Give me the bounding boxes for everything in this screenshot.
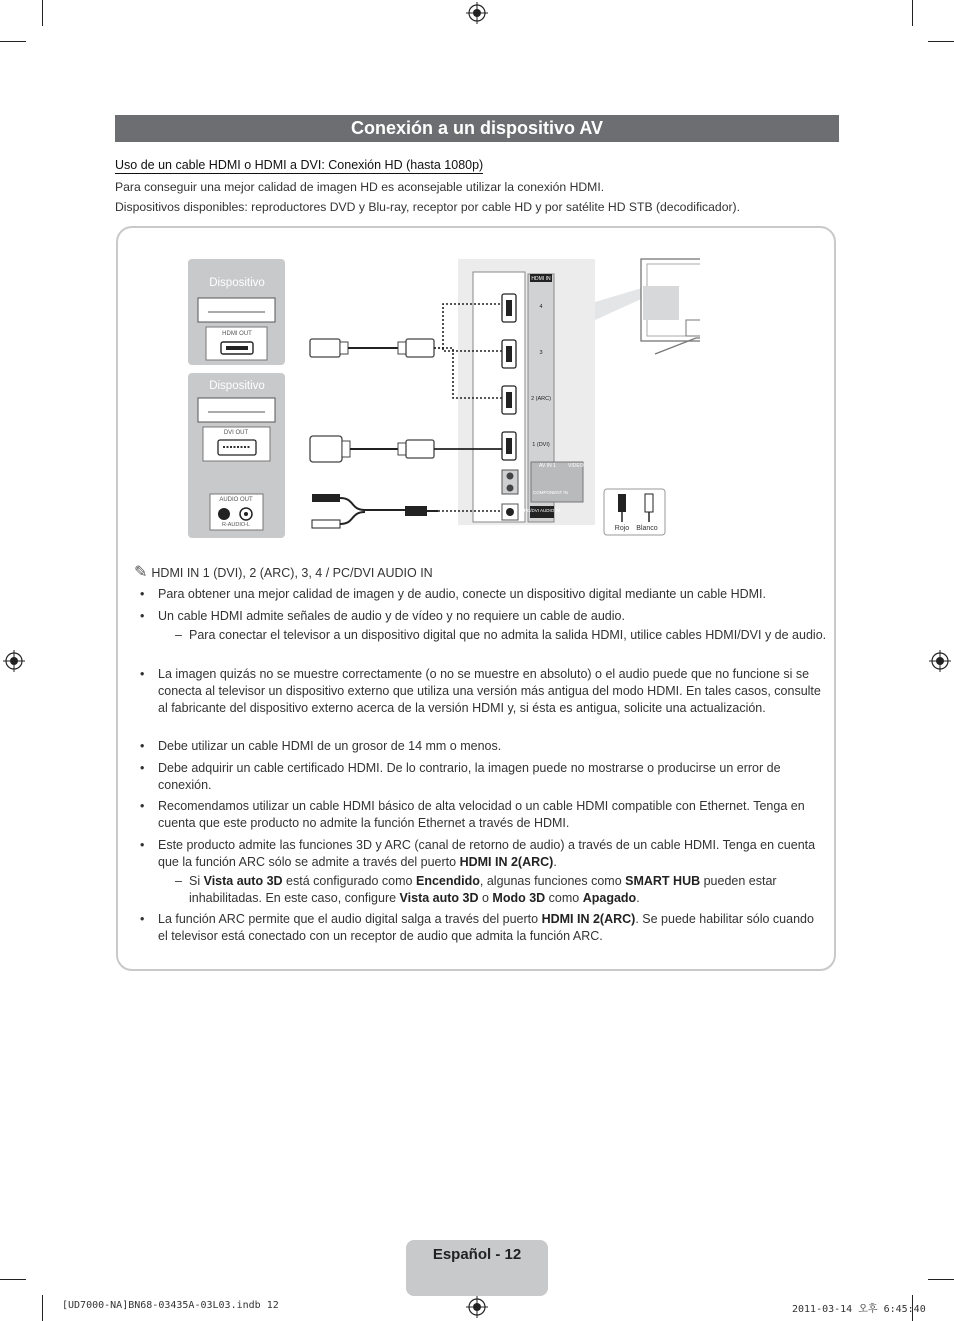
list-item: • La función ARC permite que el audio digital salga a través del puerto HDMI IN 2(ARC). Se puede habilitar sólo cuando el televisor está conectado con un receptor de audio que admita la función ARC. — [140, 912, 814, 943]
panel-port-1: 1 (DVI) — [532, 442, 550, 448]
panel-component-label: COMPONENT IN — [533, 490, 568, 495]
crop-mark — [912, 0, 913, 26]
device1-port-label: HDMI OUT — [222, 331, 252, 337]
device2-label: Dispositivo — [209, 380, 265, 392]
list-item: • Para obtener una mejor calidad de imagen y de audio, conecte un dispositivo digital mediante un cable HDMI. — [140, 587, 767, 601]
device1-label: Dispositivo — [209, 277, 265, 289]
list-item: • Este producto admite las funciones 3D y ARC (canal de retorno de audio) a través de un cable HDMI. Tenga en cuenta que la función ARC sólo se admite a través del puerto HDMI IN 2(ARC). — [140, 838, 816, 869]
list-item: • Debe adquirir un cable certificado HDMI. De lo contrario, la imagen puede no mostrarse o producirse un error de conexión. — [140, 761, 781, 792]
panel-port-3: 3 — [539, 350, 543, 356]
notes-heading: ✎ HDMI IN 1 (DVI), 2 (ARC), 3, 4 / PC/DVI AUDIO IN — [134, 564, 433, 581]
crop-mark — [42, 1295, 43, 1321]
list-item: • Recomendamos utilizar un cable HDMI básico de alta velocidad o un cable HDMI compatible con Ethernet. Tenga en cuenta que este producto no admite la función Ethernet a través de HDMI. — [140, 799, 805, 830]
legend-white: Blanco — [636, 525, 658, 532]
panel-video-label: VIDEO — [568, 463, 584, 469]
crop-mark — [928, 41, 954, 42]
registration-mark-icon — [466, 2, 488, 24]
crop-mark — [928, 1279, 954, 1280]
list-item: • Debe utilizar un cable HDMI de un grosor de 14 mm o menos. — [140, 739, 502, 753]
dvi-hdmi-cable — [310, 436, 434, 462]
legend-red: Rojo — [614, 525, 630, 532]
registration-mark-icon — [3, 650, 25, 672]
print-info-left: [UD7000-NA]BN68-03435A-03L03.indb 12 — [62, 1300, 279, 1311]
crop-mark — [0, 41, 26, 42]
panel-port-4: 4 — [539, 304, 543, 310]
intro-line-1: Para conseguir una mejor calidad de imagen HD es aconsejable utilizar la conexión HDMI. — [115, 180, 605, 194]
registration-mark-icon — [466, 1296, 488, 1318]
registration-mark-icon — [929, 650, 951, 672]
print-info-right: 2011-03-14 오후 6:45:40 — [792, 1304, 926, 1315]
list-subitem: – Para conectar el televisor a un dispositivo digital que no admita la salida HDMI, utilice cables HDMI/DVI y de audio. — [175, 628, 827, 642]
hdmi-cable — [310, 339, 434, 357]
device2-audio-sub-label: R-AUDIO-L — [221, 522, 251, 528]
panel-pc-label: PC/DVI AUDIO IN — [523, 508, 561, 513]
page-title: Conexión a un dispositivo AV — [115, 115, 839, 142]
list-item: • Un cable HDMI admite señales de audio y de vídeo y no requiere un cable de audio. — [140, 609, 625, 623]
crop-mark — [0, 1279, 26, 1280]
section-subheading: Uso de un cable HDMI o HDMI a DVI: Conexión HD (hasta 1080p) — [115, 158, 484, 172]
audio-cable — [312, 494, 438, 528]
pencil-icon: ✎ — [134, 564, 148, 581]
crop-mark — [42, 0, 43, 26]
page-number: Español - 12 — [432, 1246, 522, 1263]
list-item: • La imagen quizás no se muestre correctamente (o no se muestre en absoluto) o el audio puede que no funcione si se conecta al televisor un dispositivo externo que utiliza una versión más antigua del modo HDMI. En tales casos, consulte al fabricante del dispositivo externo acerca de la versión HDMI y, si ésta es antigua, solicite una actualización. — [140, 667, 821, 715]
list-subitem: – Si Vista auto 3D está configurado como Encendido, algunas funciones como SMART HUB pueden estar inhabilitadas. En este caso, configure Vista auto 3D o Modo 3D como Apagado. — [175, 874, 777, 905]
connection-diagram — [140, 250, 700, 550]
panel-port-2: 2 (ARC) — [531, 396, 551, 402]
panel-av-label: AV IN 1 — [539, 463, 556, 469]
device2-audio-label: AUDIO OUT — [219, 497, 253, 503]
device2-dvi-label: DVI OUT — [223, 430, 249, 436]
intro-line-2: Dispositivos disponibles: reproductores DVD y Blu-ray, receptor por cable HD y por satélite HD STB (decodificador). — [115, 200, 740, 214]
panel-header: HDMI IN — [531, 276, 551, 282]
